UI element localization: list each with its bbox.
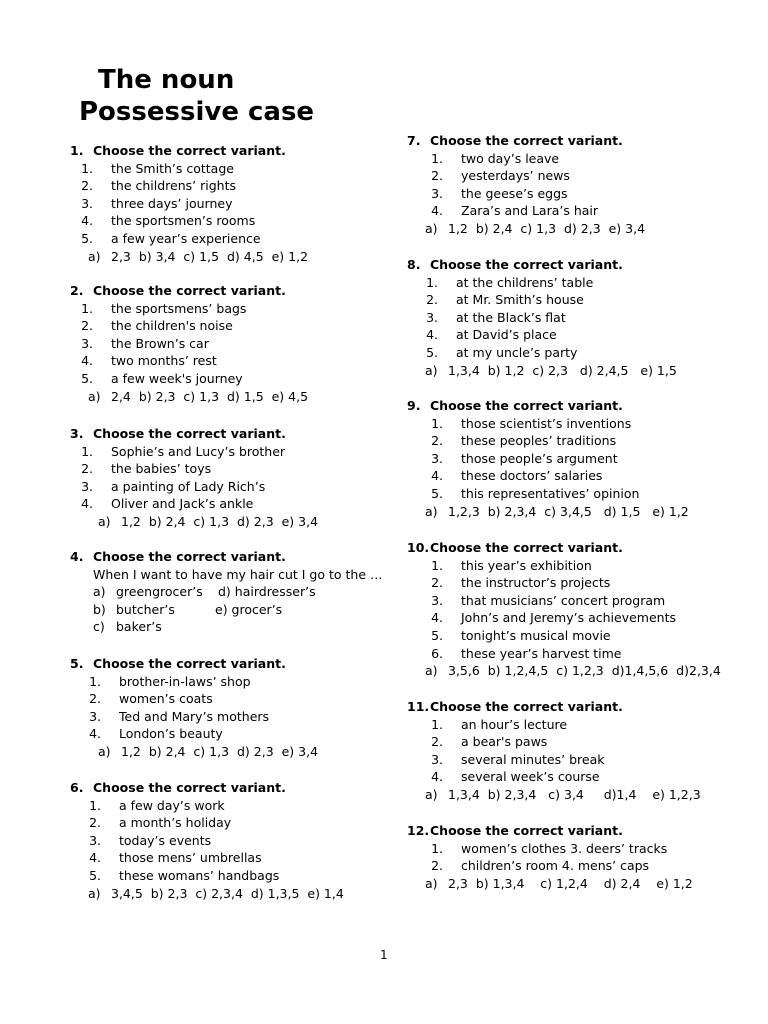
item-number: 2. bbox=[81, 318, 93, 334]
option-letter: a) bbox=[93, 584, 106, 600]
item-text: at the Black’s flat bbox=[456, 309, 566, 325]
answer-text: 1,3,4 b) 1,2 c) 2,3 d) 2,4,5 e) 1,5 bbox=[448, 362, 677, 378]
item-text: at David’s place bbox=[456, 327, 557, 343]
question-6 bbox=[70, 779, 430, 902]
item-text: those scientist’s inventions bbox=[461, 415, 632, 431]
question-text: Choose the correct variant. bbox=[430, 540, 623, 555]
option-row bbox=[70, 618, 430, 636]
answer-options bbox=[407, 662, 767, 680]
item-number: 4. bbox=[89, 850, 101, 866]
question-text: Choose the correct variant. bbox=[430, 398, 623, 413]
list-item bbox=[70, 212, 430, 230]
item-number: 6. bbox=[431, 645, 443, 661]
question-text: Choose the correct variant. bbox=[93, 143, 286, 158]
item-number: 4. bbox=[81, 353, 93, 369]
question-number: 3. bbox=[70, 426, 84, 441]
list-item bbox=[407, 185, 767, 203]
item-text: those mens’ umbrellas bbox=[119, 850, 262, 866]
question-10 bbox=[407, 539, 767, 680]
item-number: 4. bbox=[81, 496, 93, 512]
list-item bbox=[407, 485, 767, 503]
list-item bbox=[70, 352, 430, 370]
answer-options bbox=[407, 875, 767, 893]
answer-text: 2,4 b) 2,3 c) 1,3 d) 1,5 e) 4,5 bbox=[111, 388, 309, 404]
question-number: 7. bbox=[407, 133, 421, 148]
list-item bbox=[407, 592, 767, 610]
title-line-2: Possessive case bbox=[79, 97, 315, 127]
list-item bbox=[70, 814, 430, 832]
list-item bbox=[407, 609, 767, 627]
item-text: John’s and Jeremy’s achievements bbox=[461, 610, 677, 626]
list-item bbox=[70, 195, 430, 213]
item-number: 2. bbox=[431, 734, 443, 750]
item-number: 4. bbox=[431, 203, 443, 219]
answer-text: 1,2 b) 2,4 c) 1,3 d) 2,3 e) 3,4 bbox=[448, 220, 646, 236]
answer-letter: a) bbox=[88, 388, 101, 404]
list-item bbox=[407, 202, 767, 220]
item-number: 5. bbox=[431, 485, 443, 501]
list-item bbox=[70, 797, 430, 815]
item-text: a few day’s work bbox=[119, 797, 225, 813]
item-number: 1. bbox=[431, 415, 443, 431]
item-text: the geese’s eggs bbox=[461, 185, 568, 201]
item-text: Zara’s and Lara’s hair bbox=[461, 203, 599, 219]
question-text: Choose the correct variant. bbox=[93, 656, 286, 671]
item-text: these doctors’ salaries bbox=[461, 468, 603, 484]
question-text: Choose the correct variant. bbox=[93, 283, 286, 298]
item-text: several week’s course bbox=[461, 769, 600, 785]
item-number: 3. bbox=[81, 335, 93, 351]
item-number: 5. bbox=[81, 230, 93, 246]
question-text: Choose the correct variant. bbox=[93, 426, 286, 441]
option-text-2: d) hairdresser’s bbox=[218, 584, 316, 600]
item-text: the children's noise bbox=[111, 318, 233, 334]
answer-letter: a) bbox=[425, 875, 438, 891]
question-number: 12. bbox=[407, 823, 430, 838]
list-item bbox=[407, 309, 767, 327]
list-item bbox=[70, 230, 430, 248]
question-number: 11. bbox=[407, 699, 430, 714]
list-item bbox=[407, 150, 767, 168]
list-item bbox=[70, 690, 430, 708]
item-text: the childrens’ rights bbox=[111, 178, 236, 194]
list-item bbox=[70, 495, 430, 513]
item-number: 2. bbox=[431, 433, 443, 449]
list-item bbox=[407, 326, 767, 344]
item-number: 2. bbox=[81, 461, 93, 477]
list-item bbox=[407, 167, 767, 185]
question-text: Choose the correct variant. bbox=[430, 257, 623, 272]
option-letter: c) bbox=[93, 619, 105, 635]
item-text: two months’ rest bbox=[111, 353, 217, 369]
item-number: 5. bbox=[426, 344, 438, 360]
option-text: greengrocer’s bbox=[116, 584, 203, 600]
item-number: 3. bbox=[426, 309, 438, 325]
item-number: 4. bbox=[431, 468, 443, 484]
question-4 bbox=[70, 548, 430, 636]
question-8 bbox=[407, 256, 767, 379]
item-text: this representatives’ opinion bbox=[461, 485, 640, 501]
item-text: the sportsmen’s rooms bbox=[111, 213, 256, 229]
item-number: 3. bbox=[81, 195, 93, 211]
item-text: these womans’ handbags bbox=[119, 867, 280, 883]
question-2 bbox=[70, 282, 430, 405]
list-item bbox=[407, 840, 767, 858]
answer-text: 1,2,3 b) 2,3,4 c) 3,4,5 d) 1,5 e) 1,2 bbox=[448, 503, 689, 519]
item-number: 1. bbox=[81, 300, 93, 316]
item-number: 5. bbox=[89, 867, 101, 883]
item-text: that musicians’ concert program bbox=[461, 592, 666, 608]
item-text: brother-in-laws’ shop bbox=[119, 673, 251, 689]
question-number: 4. bbox=[70, 549, 84, 564]
question-number: 2. bbox=[70, 283, 84, 298]
list-item bbox=[70, 867, 430, 885]
answer-text: 1,2 b) 2,4 c) 1,3 d) 2,3 e) 3,4 bbox=[121, 513, 319, 529]
item-number: 4. bbox=[81, 213, 93, 229]
question-text: Choose the correct variant. bbox=[430, 823, 623, 838]
item-number: 1. bbox=[431, 840, 443, 856]
answer-options bbox=[407, 220, 767, 238]
question-9 bbox=[407, 397, 767, 520]
item-text: three days’ journey bbox=[111, 195, 233, 211]
question-text: Choose the correct variant. bbox=[430, 133, 623, 148]
list-item bbox=[70, 725, 430, 743]
option-text: butcher’s bbox=[116, 601, 175, 617]
question-text: Choose the correct variant. bbox=[93, 780, 286, 795]
answer-options bbox=[70, 743, 430, 761]
list-item bbox=[407, 274, 767, 292]
item-number: 4. bbox=[426, 327, 438, 343]
item-text: Sophie’s and Lucy’s brother bbox=[111, 443, 286, 459]
list-item bbox=[407, 450, 767, 468]
list-item bbox=[407, 415, 767, 433]
item-text: the sportsmens’ bags bbox=[111, 300, 247, 316]
question-heading bbox=[407, 132, 767, 150]
item-number: 5. bbox=[81, 370, 93, 386]
question-text: Choose the correct variant. bbox=[430, 699, 623, 714]
list-item bbox=[70, 673, 430, 691]
answer-text: 2,3 b) 3,4 c) 1,5 d) 4,5 e) 1,2 bbox=[111, 248, 309, 264]
question-heading bbox=[70, 142, 430, 160]
item-number: 3. bbox=[431, 450, 443, 466]
answer-letter: a) bbox=[98, 513, 111, 529]
item-number: 1. bbox=[89, 797, 101, 813]
question-instruction: When I want to have my hair cut I go to the … bbox=[93, 566, 383, 582]
item-text: Ted and Mary’s mothers bbox=[119, 708, 270, 724]
question-number: 6. bbox=[70, 780, 84, 795]
item-number: 1. bbox=[431, 716, 443, 732]
question-number: 9. bbox=[407, 398, 421, 413]
answer-text: 1,2 b) 2,4 c) 1,3 d) 2,3 e) 3,4 bbox=[121, 743, 319, 759]
question-heading bbox=[70, 779, 430, 797]
item-text: London’s beauty bbox=[119, 726, 223, 742]
list-item bbox=[70, 443, 430, 461]
item-number: 4. bbox=[431, 769, 443, 785]
question-heading bbox=[70, 282, 430, 300]
answer-text: 3,5,6 b) 1,2,4,5 c) 1,2,3 d)1,4,5,6 d)2,3,4 bbox=[448, 663, 721, 679]
list-item bbox=[407, 291, 767, 309]
answer-text: 3,4,5 b) 2,3 c) 2,3,4 d) 1,3,5 e) 1,4 bbox=[111, 885, 344, 901]
list-item bbox=[70, 478, 430, 496]
list-item bbox=[70, 335, 430, 353]
item-text: a painting of Lady Rich’s bbox=[111, 478, 266, 494]
list-item bbox=[70, 300, 430, 318]
question-5 bbox=[70, 655, 430, 761]
item-number: 1. bbox=[81, 160, 93, 176]
question-heading bbox=[70, 548, 430, 566]
question-number: 5. bbox=[70, 656, 84, 671]
item-text: a month’s holiday bbox=[119, 815, 232, 831]
item-number: 2. bbox=[81, 178, 93, 194]
item-text: a few week's journey bbox=[111, 370, 243, 386]
question-3 bbox=[70, 425, 430, 531]
question-11 bbox=[407, 698, 767, 804]
item-text: the Brown’s car bbox=[111, 335, 209, 351]
item-text: those people’s argument bbox=[461, 450, 618, 466]
item-number: 1. bbox=[431, 557, 443, 573]
list-item bbox=[407, 768, 767, 786]
item-text: several minutes’ break bbox=[461, 751, 605, 767]
item-number: 2. bbox=[89, 815, 101, 831]
list-item bbox=[70, 160, 430, 178]
item-text: the Smith’s cottage bbox=[111, 160, 234, 176]
answer-letter: a) bbox=[88, 248, 101, 264]
question-heading bbox=[70, 655, 430, 673]
answer-letter: a) bbox=[425, 786, 438, 802]
list-item bbox=[407, 432, 767, 450]
list-item bbox=[70, 832, 430, 850]
page-number: 1 bbox=[380, 948, 388, 962]
item-text: an hour’s lecture bbox=[461, 716, 568, 732]
item-number: 4. bbox=[431, 610, 443, 626]
question-number: 1. bbox=[70, 143, 84, 158]
list-item bbox=[407, 645, 767, 663]
item-text: yesterdays’ news bbox=[461, 168, 570, 184]
answer-options bbox=[70, 513, 430, 531]
item-text: at my uncle’s party bbox=[456, 344, 578, 360]
item-number: 1. bbox=[431, 150, 443, 166]
option-letter: b) bbox=[93, 601, 106, 617]
question-heading bbox=[407, 822, 767, 840]
answer-text: 2,3 b) 1,3,4 c) 1,2,4 d) 2,4 e) 1,2 bbox=[448, 875, 693, 891]
item-text: women’s coats bbox=[119, 691, 213, 707]
item-number: 2. bbox=[89, 691, 101, 707]
item-number: 3. bbox=[431, 185, 443, 201]
item-number: 1. bbox=[426, 274, 438, 290]
item-text: women’s clothes 3. deers’ tracks bbox=[461, 840, 668, 856]
list-item bbox=[70, 317, 430, 335]
item-text: two day’s leave bbox=[461, 150, 560, 166]
option-row bbox=[70, 583, 430, 601]
question-heading bbox=[70, 425, 430, 443]
answer-text: 1,3,4 b) 2,3,4 c) 3,4 d)1,4 e) 1,2,3 bbox=[448, 786, 701, 802]
list-item bbox=[70, 177, 430, 195]
item-text: tonight’s musical movie bbox=[461, 627, 611, 643]
item-number: 1. bbox=[81, 443, 93, 459]
item-text: a bear's paws bbox=[461, 734, 548, 750]
question-heading bbox=[407, 256, 767, 274]
question-heading bbox=[407, 539, 767, 557]
question-1 bbox=[70, 142, 430, 265]
question-7 bbox=[407, 132, 767, 238]
question-number: 8. bbox=[407, 257, 421, 272]
title-line-1: The noun bbox=[98, 65, 235, 95]
item-text: the instructor’s projects bbox=[461, 575, 611, 591]
list-item bbox=[407, 574, 767, 592]
list-item bbox=[70, 460, 430, 478]
question-heading bbox=[407, 397, 767, 415]
answer-options bbox=[70, 885, 430, 903]
item-text: these year’s harvest time bbox=[461, 645, 622, 661]
question-text: Choose the correct variant. bbox=[93, 549, 286, 564]
item-text: Oliver and Jack’s ankle bbox=[111, 496, 254, 512]
answer-options bbox=[407, 786, 767, 804]
item-number: 3. bbox=[431, 592, 443, 608]
item-text: the babies’ toys bbox=[111, 461, 212, 477]
item-text: these peoples’ traditions bbox=[461, 433, 617, 449]
list-item bbox=[407, 751, 767, 769]
item-number: 5. bbox=[431, 627, 443, 643]
answer-letter: a) bbox=[425, 663, 438, 679]
item-text: children’s room 4. mens’ caps bbox=[461, 858, 650, 874]
item-text: today’s events bbox=[119, 832, 212, 848]
item-number: 3. bbox=[89, 708, 101, 724]
answer-letter: a) bbox=[425, 362, 438, 378]
answer-options bbox=[407, 362, 767, 380]
question-heading bbox=[407, 698, 767, 716]
item-text: this year’s exhibition bbox=[461, 557, 592, 573]
item-number: 3. bbox=[81, 478, 93, 494]
item-number: 3. bbox=[431, 751, 443, 767]
answer-letter: a) bbox=[98, 743, 111, 759]
list-item bbox=[407, 557, 767, 575]
answer-letter: a) bbox=[88, 885, 101, 901]
answer-options bbox=[407, 503, 767, 521]
item-text: a few year’s experience bbox=[111, 230, 261, 246]
item-number: 3. bbox=[89, 832, 101, 848]
answer-letter: a) bbox=[425, 220, 438, 236]
list-item bbox=[70, 849, 430, 867]
question-number: 10. bbox=[407, 540, 430, 555]
list-item bbox=[407, 716, 767, 734]
item-number: 2. bbox=[431, 168, 443, 184]
item-number: 2. bbox=[431, 575, 443, 591]
item-text: at Mr. Smith’s house bbox=[456, 292, 584, 308]
list-item bbox=[407, 344, 767, 362]
list-item bbox=[407, 467, 767, 485]
answer-options bbox=[70, 388, 430, 406]
question-12 bbox=[407, 822, 767, 892]
list-item bbox=[70, 708, 430, 726]
option-text: baker’s bbox=[116, 619, 162, 635]
list-item bbox=[70, 370, 430, 388]
item-number: 2. bbox=[431, 858, 443, 874]
answer-options bbox=[70, 248, 430, 266]
answer-letter: a) bbox=[425, 503, 438, 519]
list-item bbox=[407, 627, 767, 645]
option-row bbox=[70, 601, 430, 619]
item-text: at the childrens’ table bbox=[456, 274, 594, 290]
option-text-2: e) grocer’s bbox=[215, 601, 283, 617]
item-number: 2. bbox=[426, 292, 438, 308]
item-number: 4. bbox=[89, 726, 101, 742]
item-number: 1. bbox=[89, 673, 101, 689]
list-item bbox=[407, 733, 767, 751]
list-item bbox=[407, 857, 767, 875]
